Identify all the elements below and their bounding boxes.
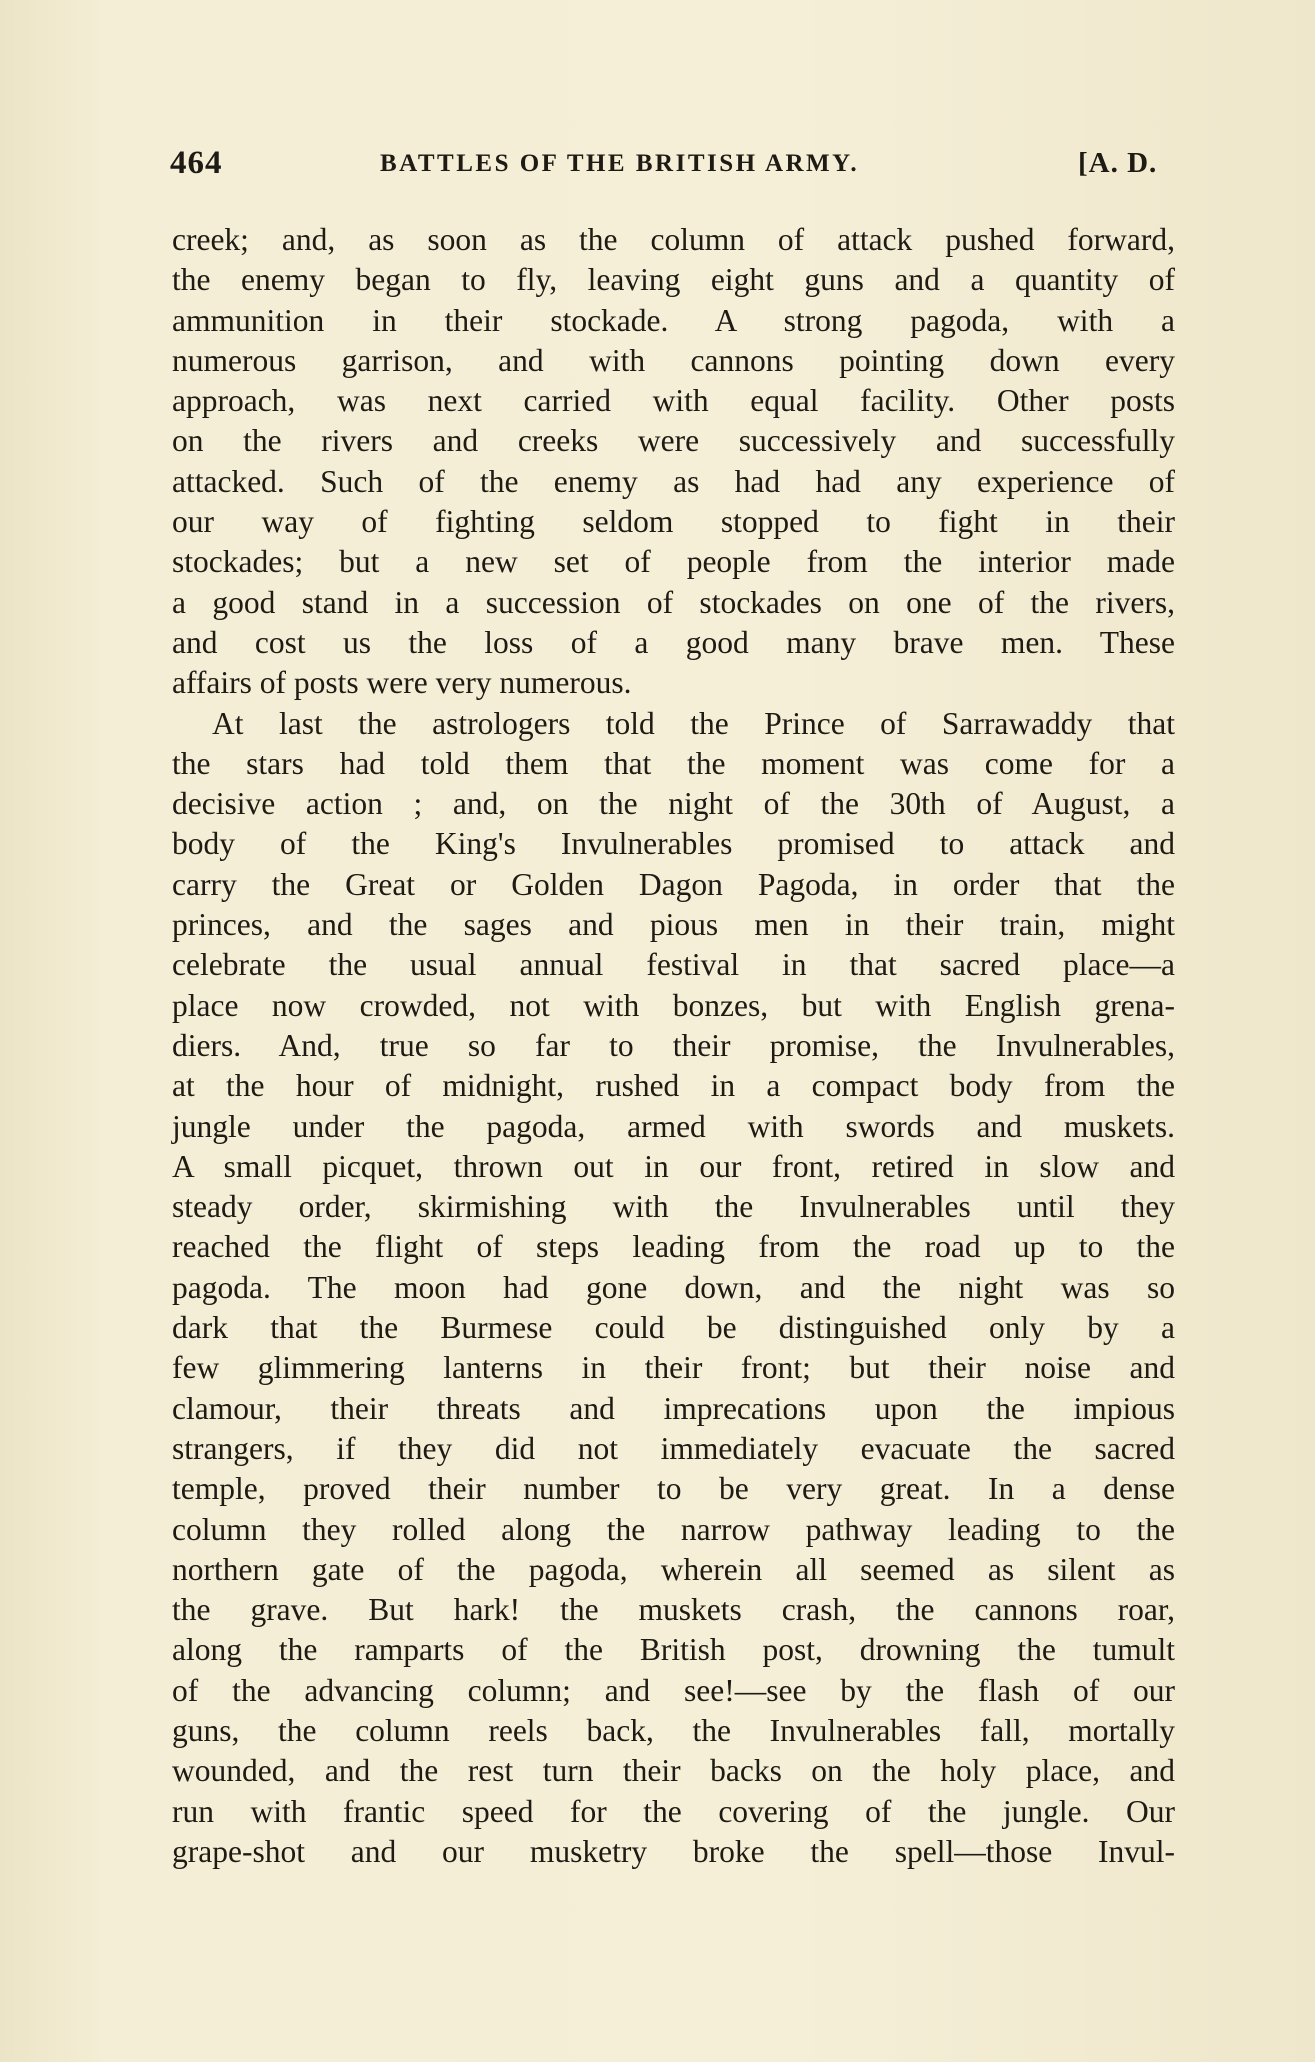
text-line: steady order, skirmishing with the Invulnerables until they bbox=[172, 1189, 1175, 1225]
paragraph-start-line: At last the astrologers told the Prince of Sarrawaddy that bbox=[212, 705, 1175, 741]
page-number: 464 bbox=[170, 145, 223, 181]
text-line: attacked. Such of the enemy as had had any experience of bbox=[172, 463, 1175, 499]
text-line: northern gate of the pagoda, wherein all seemed as silent as bbox=[172, 1551, 1175, 1587]
text-line: clamour, their threats and imprecations upon the impious bbox=[172, 1390, 1175, 1426]
text-line: celebrate the usual annual festival in that sacred place—a bbox=[172, 947, 1175, 983]
text-line: of the advancing column; and see!—see by the flash of our bbox=[172, 1672, 1175, 1708]
text-line: on the rivers and creeks were successively and successfully bbox=[172, 423, 1175, 459]
paragraph-end-line: affairs of posts were very numerous. bbox=[172, 665, 632, 701]
text-line: strangers, if they did not immediately evacuate the sacred bbox=[172, 1430, 1175, 1466]
text-line: a good stand in a succession of stockades on one of the rivers, bbox=[172, 584, 1175, 620]
text-line: stockades; but a new set of people from the interior made bbox=[172, 544, 1175, 580]
text-line: carry the Great or Golden Dagon Pagoda, in order that the bbox=[172, 866, 1175, 902]
text-line: pagoda. The moon had gone down, and the night was so bbox=[172, 1269, 1175, 1305]
text-line: run with frantic speed for the covering of the jungle. Our bbox=[172, 1793, 1175, 1829]
era-mark: [A. D. bbox=[1078, 147, 1158, 179]
text-line: numerous garrison, and with cannons pointing down every bbox=[172, 342, 1175, 378]
text-line: body of the King's Invulnerables promised to attack and bbox=[172, 826, 1175, 862]
text-line: few glimmering lanterns in their front; but their noise and bbox=[172, 1350, 1175, 1386]
text-line: creek; and, as soon as the column of attack pushed forward, bbox=[172, 222, 1175, 257]
text-line: place now crowded, not with bonzes, but with English grena- bbox=[172, 987, 1175, 1023]
text-line: guns, the column reels back, the Invulnerables fall, mortally bbox=[172, 1712, 1175, 1748]
text-line: diers. And, true so far to their promise, the Invulnerables, bbox=[172, 1027, 1175, 1063]
text-line: the grave. But hark! the muskets crash, the cannons roar, bbox=[172, 1592, 1175, 1628]
text-line: our way of fighting seldom stopped to fight in their bbox=[172, 504, 1175, 540]
text-line: the enemy began to fly, leaving eight guns and a quantity of bbox=[172, 262, 1175, 298]
text-line: the stars had told them that the moment was come for a bbox=[172, 745, 1175, 781]
text-line: at the hour of midnight, rushed in a compact body from the bbox=[172, 1068, 1175, 1104]
running-head: BATTLES OF THE BRITISH ARMY. bbox=[380, 150, 860, 177]
text-line: A small picquet, thrown out in our front, retired in slow and bbox=[172, 1148, 1175, 1184]
text-line: column they rolled along the narrow pathway leading to the bbox=[172, 1511, 1175, 1547]
text-line: reached the flight of steps leading from the road up to the bbox=[172, 1229, 1175, 1265]
text-line: princes, and the sages and pious men in their train, might bbox=[172, 907, 1175, 943]
text-line: and cost us the loss of a good many brave men. These bbox=[172, 624, 1175, 660]
text-line: jungle under the pagoda, armed with swords and muskets. bbox=[172, 1108, 1175, 1144]
text-line: ammunition in their stockade. A strong pagoda, with a bbox=[172, 302, 1175, 338]
body-text bbox=[172, 220, 1175, 1872]
text-line: wounded, and the rest turn their backs on the holy place, and bbox=[172, 1753, 1175, 1789]
page-header bbox=[170, 145, 1170, 191]
text-line: along the ramparts of the British post, drowning the tumult bbox=[172, 1632, 1175, 1668]
text-line: approach, was next carried with equal facility. Other posts bbox=[172, 383, 1175, 419]
text-line: decisive action ; and, on the night of the 30th of August, a bbox=[172, 786, 1175, 822]
text-line: grape-shot and our musketry broke the spell—those Invul- bbox=[172, 1833, 1175, 1869]
text-line: dark that the Burmese could be distinguished only by a bbox=[172, 1310, 1175, 1346]
text-line: temple, proved their number to be very great. In a dense bbox=[172, 1471, 1175, 1507]
